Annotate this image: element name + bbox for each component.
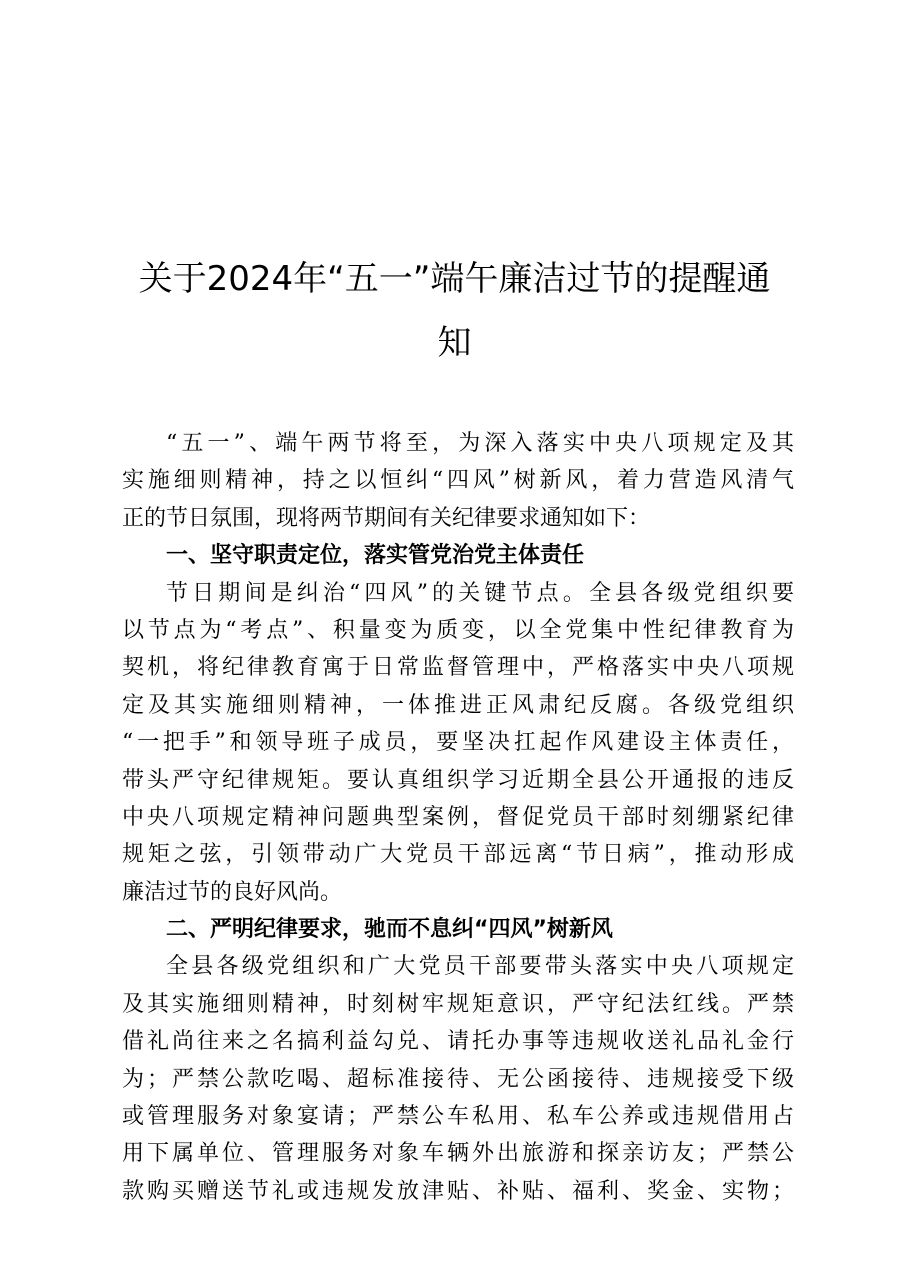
section-1-line: 廉洁过节的良好风尚。	[122, 879, 343, 905]
section-1-line: 契机，将纪律教育寓于日常监督管理中，严格落实中央八项规	[122, 655, 794, 681]
section-1-heading: 一、坚守职责定位，落实管党治党主体责任	[166, 543, 585, 569]
section-1-line: 定及其实施细则精神，一体推进正风肃纪反腐。各级党组织	[122, 692, 794, 718]
section-2-line: 及其实施细则精神，时刻树牢规矩意识，严守纪法红线。严禁	[122, 991, 794, 1017]
section-1-line: 带头严守纪律规矩。要认真组织学习近期全县公开通报的违反	[122, 767, 794, 793]
title-line: 关于2024年“五一”端午廉洁过节的提醒通	[138, 259, 771, 299]
section-1-line: 规矩之弦，引领带动广大党员干部远离“节日病”，推动形成	[122, 842, 794, 868]
section-2-line: 借礼尚往来之名搞利益勾兑、请托办事等违规收送礼品礼金行	[122, 1029, 794, 1055]
section-1-line: “一把手”和领导班子成员，要坚决扛起作风建设主体责任，	[122, 730, 794, 756]
section-2-line: 为；严禁公款吃喝、超标准接待、无公函接待、违规接受下级	[122, 1066, 794, 1092]
section-2-line: 用下属单位、管理服务对象车辆外出旅游和探亲访友；严禁公	[122, 1141, 794, 1167]
section-1-line: 以节点为“考点”、积量变为质变，以全党集中性纪律教育为	[122, 617, 794, 643]
intro-line: 实施细则精神，持之以恒纠“四风”树新风，着力营造风清气	[122, 468, 794, 494]
section-1-line: 中央八项规定精神问题典型案例，督促党员干部时刻绷紧纪律	[122, 804, 794, 830]
section-1-line: 节日期间是纠治“四风”的关键节点。全县各级党组织要	[166, 580, 794, 606]
intro-line: 正的节日氛围，现将两节期间有关纪律要求通知如下：	[122, 505, 651, 531]
section-2-heading: 二、严明纪律要求，驰而不息纠“四风”树新风	[166, 917, 613, 943]
document-body	[122, 425, 794, 1210]
title-line: 知	[437, 323, 472, 363]
section-2-line: 或管理服务对象宴请；严禁公车私用、私车公养或违规借用占	[122, 1104, 794, 1130]
document-title	[0, 247, 909, 375]
section-2-line: 款购买赠送节礼或违规发放津贴、补贴、福利、奖金、实物；	[122, 1178, 794, 1204]
intro-line: “五一”、端午两节将至，为深入落实中央八项规定及其	[166, 431, 794, 456]
section-2-line: 全县各级党组织和广大党员干部要带头落实中央八项规定	[166, 954, 794, 980]
